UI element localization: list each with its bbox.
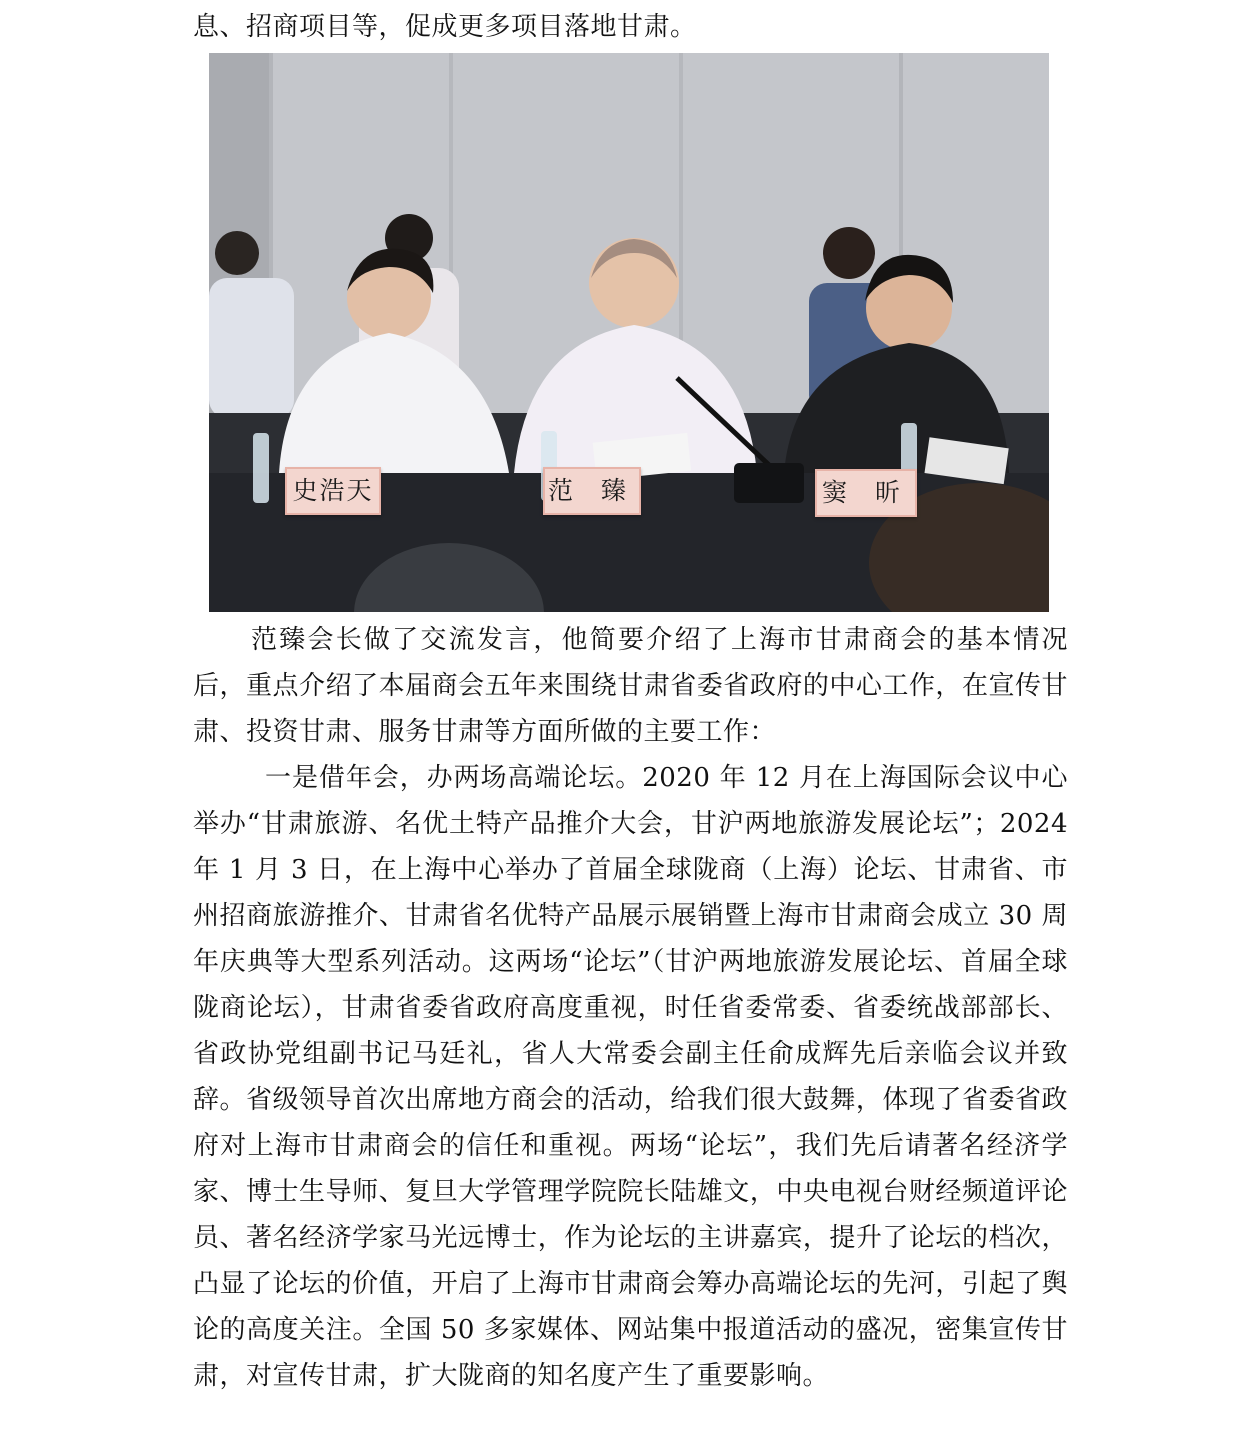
- paragraph-1: 范臻会长做了交流发言，他简要介绍了上海市甘肃商会的基本情况后，重点介绍了本届商会五年来围绕甘肃省委省政府的中心工作，在宣传甘肃、投资甘肃、服务甘肃等方面所做的主要工作：: [193, 625, 1068, 747]
- nameplate-right: 窦 昕: [815, 469, 917, 517]
- paragraph-2: 一是借年会，办两场高端论坛。2020 年 12 月在上海国际会议中心举办“甘肃旅游、名优土特产品推介大会，甘沪两地旅游发展论坛”；2024 年 1 月 3 日，在上海中心举办了首届全球陇商（上海）论坛、甘肃省、市州招商旅游推介、甘肃省名优特产品展示展销暨上海市甘肃商会成立 30 周年庆典等大型系列活动。这两场“论坛”（甘沪两地旅游发展论坛、首届全球陇商论坛），甘肃省委省政府高度重视，时任省委常委、省委统战部部长、省政协党组副书记马廷礼，省人大常委会副主任俞成辉先后亲临会议并致辞。省级领导首次出席地方商会的活动，给我们很大鼓舞，体现了省委省政府对上海市甘肃商会的信任和重视。两场“论坛”，我们先后请著名经济学家、博士生导师、复旦大学管理学院院长陆雄文，中央电视台财经频道评论员、著名经济学家马光远博士，作为论坛的主讲嘉宾，提升了论坛的档次，凸显了论坛的价值，开启了上海市甘肃商会筹办高端论坛的先河，引起了舆论的高度关注。全国 50 多家媒体、网站集中报道活动的盛况，密集宣传甘肃，对宣传甘肃，扩大陇商的知名度产生了重要影响。: [193, 763, 1068, 1391]
- nameplate-left: 史浩天: [285, 467, 381, 515]
- meeting-photo: [209, 53, 1049, 612]
- nameplate-center: 范 臻: [543, 467, 641, 515]
- meeting-photo-illustration: [209, 53, 1049, 612]
- intro-text-line: 息、招商项目等，促成更多项目落地甘肃。: [193, 12, 697, 42]
